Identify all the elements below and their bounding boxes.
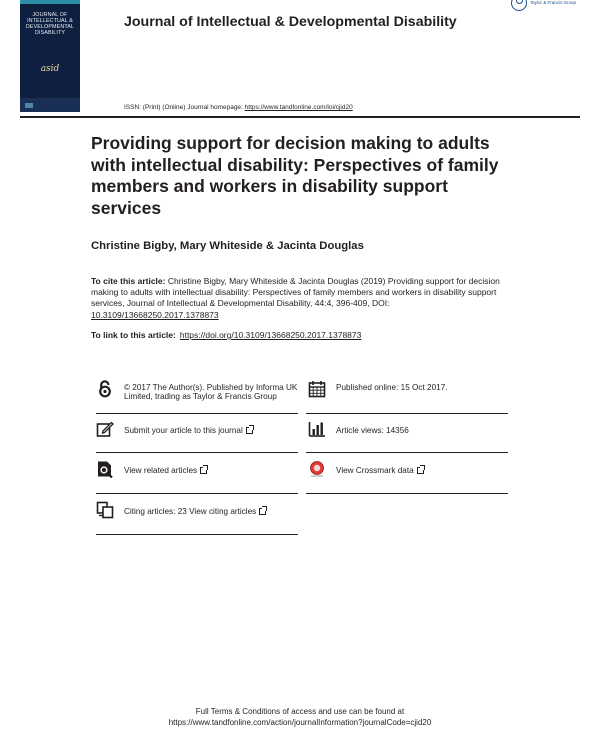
license-text: © 2017 The Author(s). Published by Informa UK Limited, trading as Taylor & Francis Group — [124, 383, 298, 402]
submit-link[interactable] — [124, 426, 253, 435]
cover-logo: asid — [40, 64, 60, 74]
citation-block — [91, 276, 511, 321]
cover-stripe — [20, 0, 80, 4]
crossmark-link[interactable] — [336, 466, 424, 475]
info-divider — [306, 452, 508, 453]
crossmark-text: View Crossmark data — [336, 466, 414, 475]
views-text: Article views: 14356 — [336, 426, 409, 435]
journal-title: Journal of Intellectual & Developmental Disability — [124, 14, 457, 30]
open-access-icon — [96, 380, 114, 398]
cite-label: To cite this article: — [91, 276, 166, 286]
doi-link[interactable]: 10.3109/13668250.2017.1378873 — [91, 309, 219, 320]
info-divider — [96, 534, 298, 535]
external-link-icon — [259, 508, 266, 515]
bar-chart-icon — [308, 420, 326, 438]
citing-link[interactable] — [124, 507, 266, 516]
link-label: To link to this article: — [91, 330, 176, 340]
info-divider — [96, 493, 298, 494]
info-divider — [306, 493, 508, 494]
link-line — [91, 330, 361, 340]
article-title: Providing support for decision making to adults with intellectual disability: Perspectives of family members and workers in disability support services — [91, 133, 499, 218]
cover-title: JOURNAL OF INTELLECTUAL & DEVELOPMENTAL DISABILITY — [25, 12, 75, 36]
related-text: View related articles — [124, 466, 198, 475]
info-divider — [306, 413, 508, 414]
publisher-logo — [510, 0, 600, 12]
info-divider — [96, 452, 298, 453]
external-link-icon — [200, 467, 207, 474]
article-authors: Christine Bigby, Mary Whiteside & Jacinta Douglas — [91, 240, 364, 252]
publisher-logo-icon — [511, 0, 527, 11]
header-divider — [20, 116, 580, 118]
article-doi-url[interactable]: https://doi.org/10.3109/13668250.2017.1378873 — [179, 330, 362, 340]
external-link-icon — [246, 427, 253, 434]
related-link[interactable] — [124, 466, 207, 475]
issn-text: ISSN: (Print) (Online) Journal homepage: — [124, 104, 245, 111]
edit-icon — [96, 420, 114, 438]
issn-line — [124, 104, 353, 111]
info-divider — [96, 413, 298, 414]
cite-text: Christine Bigby, Mary Whiteside & Jacinta Douglas (2019) Providing support for decision making to adults with intellectual disability: Perspectives of family members and workers in disability support services, Journal of Intellectual & Developmental Disability, 44:4, 396-409, DOI: — [91, 276, 500, 309]
crossmark-icon — [308, 460, 326, 478]
footer-terms-url[interactable]: https://www.tandfonline.com/action/journalInformation?journalCode=cjid20 — [168, 718, 432, 727]
related-articles-icon — [96, 460, 114, 478]
submit-text: Submit your article to this journal — [124, 426, 243, 435]
footer — [0, 706, 600, 728]
citing-text: Citing articles: 23 View citing articles — [124, 507, 257, 516]
footer-terms-text: Full Terms & Conditions of access and use can be found at — [195, 707, 405, 716]
journal-homepage-link[interactable]: https://www.tandfonline.com/loi/cjid20 — [244, 104, 353, 111]
external-link-icon — [417, 467, 424, 474]
journal-cover-image — [20, 0, 80, 112]
calendar-icon — [308, 380, 326, 398]
publisher-name: Taylor & Francis Group — [530, 0, 577, 5]
citing-articles-icon — [96, 501, 114, 519]
published-text: Published online: 15 Oct 2017. — [336, 383, 448, 392]
cover-bottom-band — [20, 98, 80, 112]
